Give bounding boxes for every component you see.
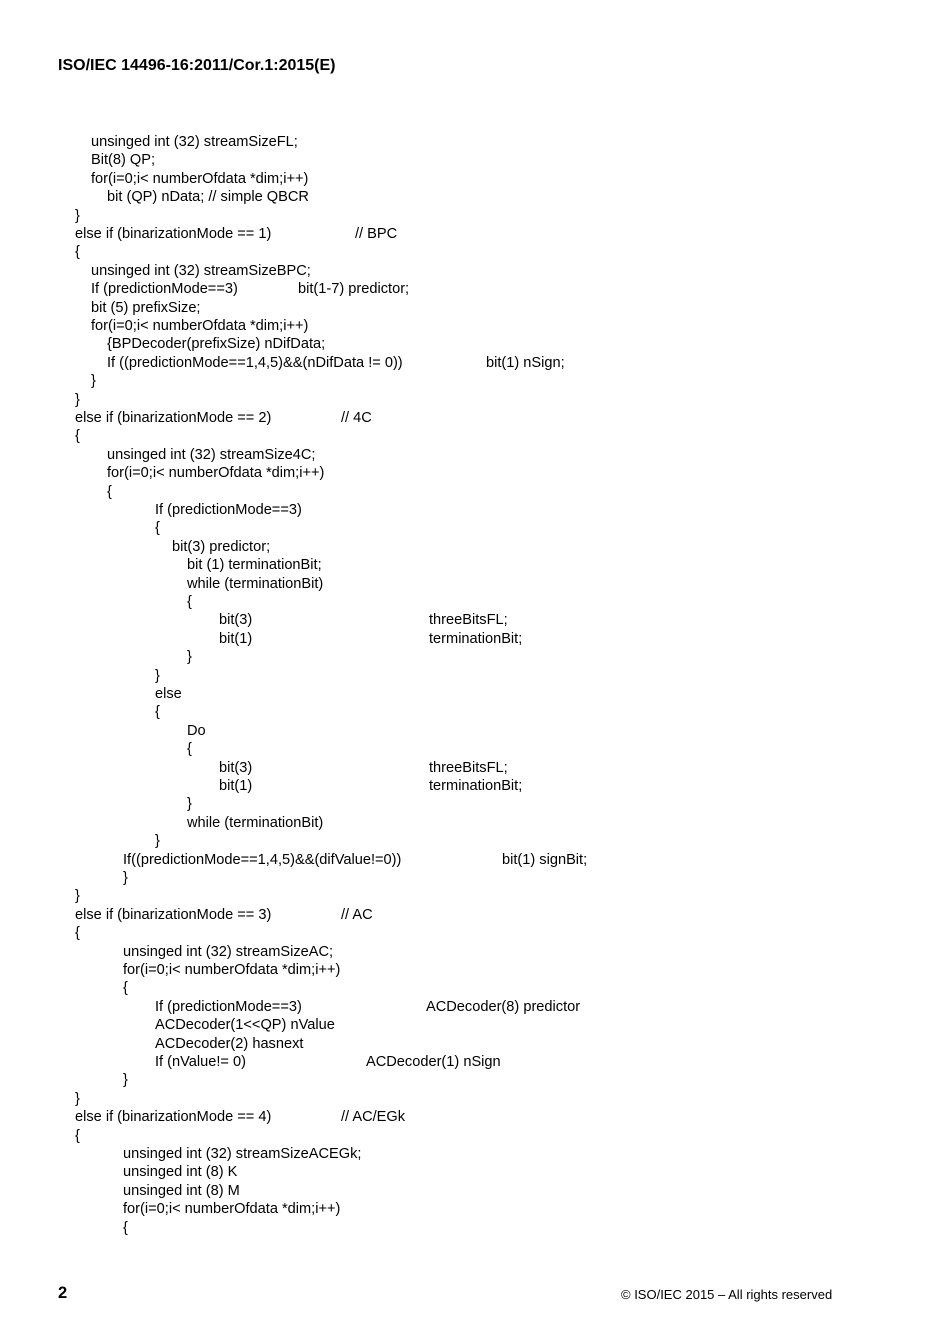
code-line [75, 887, 80, 905]
code-statement: while (terminationBit) [187, 575, 324, 592]
code-statement: If (nValue!= 0) [155, 1054, 246, 1070]
code-statement: unsinged int (8) M [123, 1182, 240, 1199]
code-line [155, 1016, 335, 1034]
code-line [155, 501, 302, 519]
code-statement: bit (5) prefixSize; [91, 299, 201, 316]
code-line [187, 795, 192, 813]
code-statement: else if (binarizationMode == 2) [75, 410, 272, 426]
code-statement: ACDecoder(2) hasnext [155, 1035, 304, 1052]
code-statement: for(i=0;i< numberOfdata *dim;i++) [123, 962, 341, 978]
code-trailing: ACDecoder(1) nSign [366, 1054, 501, 1070]
code-statement: while (terminationBit) [187, 814, 324, 831]
code-line [187, 556, 322, 574]
code-line [91, 133, 298, 151]
code-statement: { [123, 1219, 128, 1236]
code-statement: for(i=0;i< numberOfdata *dim;i++) [91, 170, 309, 187]
code-statement: If (predictionMode==3) [155, 502, 302, 518]
code-statement: If (predictionMode==3) [91, 281, 238, 298]
code-line [91, 170, 308, 188]
code-statement: { [75, 925, 80, 942]
code-statement: If (predictionMode==3) [155, 998, 302, 1015]
code-statement: } [187, 796, 192, 813]
code-statement: for(i=0;i< numberOfdata *dim;i++) [107, 465, 325, 482]
code-line [75, 409, 372, 427]
code-line [187, 814, 323, 832]
code-line [123, 943, 333, 961]
code-trailing: bit(1) signBit; [502, 851, 588, 868]
code-statement: bit(3) [219, 759, 253, 776]
code-trailing: // AC [341, 906, 373, 923]
code-trailing: // 4C [341, 410, 372, 426]
code-trailing: threeBitsFL; [429, 612, 508, 629]
code-line [123, 1145, 361, 1163]
code-line [75, 906, 373, 924]
code-line [219, 630, 523, 648]
code-line [107, 354, 565, 372]
code-line [187, 722, 206, 740]
code-line [75, 391, 80, 409]
code-trailing: // BPC [355, 226, 398, 242]
code-trailing: bit(1-7) predictor; [298, 281, 410, 298]
code-trailing: threeBitsFL; [429, 759, 508, 776]
code-statement: } [123, 1072, 128, 1089]
code-line [75, 207, 80, 225]
code-statement: { [107, 483, 112, 500]
code-line [219, 759, 508, 777]
code-statement: else if (binarizationMode == 3) [75, 906, 272, 923]
code-line [91, 262, 311, 280]
code-statement: { [155, 520, 160, 537]
code-statement: Bit(8) QP; [91, 152, 156, 169]
code-line [123, 961, 340, 979]
code-line [91, 317, 308, 335]
code-statement: {BPDecoder(prefixSize) nDifData; [107, 336, 326, 353]
code-line [107, 188, 309, 206]
code-line [123, 869, 128, 887]
code-statement: else if (binarizationMode == 1) [75, 226, 272, 242]
code-statement: unsinged int (32) streamSize4C; [107, 446, 316, 463]
code-line [155, 998, 581, 1016]
code-statement: { [75, 428, 80, 445]
code-statement: } [75, 207, 80, 224]
code-line [91, 151, 155, 169]
code-statement: { [75, 1127, 80, 1144]
code-line [155, 667, 160, 685]
code-statement: unsinged int (32) streamSizeBPC; [91, 262, 311, 279]
code-line [155, 1035, 303, 1053]
code-line [172, 538, 270, 556]
code-statement: { [187, 594, 192, 610]
code-statement: { [75, 244, 80, 261]
code-line [123, 1163, 237, 1181]
code-trailing: terminationBit; [429, 778, 523, 794]
code-statement: } [91, 373, 96, 390]
page-number: 2 [58, 1284, 68, 1302]
code-statement: unsinged int (32) streamSizeACEGk; [123, 1146, 362, 1162]
code-line [91, 280, 410, 298]
code-statement: bit (1) terminationBit; [187, 557, 322, 574]
code-line [187, 740, 192, 758]
code-line [75, 1090, 80, 1108]
code-statement: else if (binarizationMode == 4) [75, 1109, 272, 1126]
code-line [155, 519, 160, 537]
code-line [75, 225, 398, 243]
code-statement: else [155, 686, 182, 702]
code-line [123, 851, 588, 869]
syntax-code-block [75, 133, 875, 1243]
code-statement: } [187, 649, 192, 666]
code-line [123, 979, 128, 997]
code-statement: Do [187, 722, 206, 739]
code-line [75, 1127, 80, 1145]
code-line [123, 1182, 240, 1200]
code-statement: ACDecoder(1<<QP) nValue [155, 1017, 335, 1034]
code-statement: } [123, 870, 128, 886]
copyright-notice: © ISO/IEC 2015 – All rights reserved [621, 1287, 833, 1302]
code-line [75, 1108, 406, 1126]
code-statement: for(i=0;i< numberOfdata *dim;i++) [123, 1201, 341, 1218]
code-statement: unsinged int (32) streamSizeFL; [91, 134, 298, 150]
document-header: ISO/IEC 14496-16:2011/Cor.1:2015(E) [58, 57, 336, 74]
code-line [155, 1053, 501, 1071]
code-statement: } [75, 391, 80, 408]
code-statement: If ((predictionMode==1,4,5)&&(nDifData != 0)) [107, 354, 403, 371]
code-line [155, 685, 182, 703]
code-statement: unsinged int (8) K [123, 1164, 238, 1181]
code-statement: { [155, 704, 160, 721]
code-line [123, 1071, 128, 1089]
code-line [75, 243, 80, 261]
code-statement: bit (QP) nData; // simple QBCR [107, 189, 309, 206]
code-line [107, 464, 324, 482]
code-statement: } [75, 888, 80, 905]
code-line [91, 299, 201, 317]
code-line [107, 483, 112, 501]
code-trailing: terminationBit; [429, 630, 523, 647]
code-statement: bit(3) [219, 612, 253, 629]
code-statement: unsinged int (32) streamSizeAC; [123, 943, 334, 960]
code-line [107, 335, 325, 353]
code-line [123, 1200, 340, 1218]
code-line [107, 446, 315, 464]
code-statement: { [123, 980, 128, 997]
code-statement: bit(3) predictor; [172, 538, 271, 555]
code-trailing: // AC/EGk [341, 1109, 406, 1126]
code-statement: } [75, 1090, 80, 1107]
code-line [187, 593, 192, 611]
code-line [187, 648, 192, 666]
code-line [219, 611, 508, 629]
code-trailing: bit(1) nSign; [486, 354, 565, 371]
code-statement: for(i=0;i< numberOfdata *dim;i++) [91, 318, 309, 334]
code-line [155, 703, 160, 721]
code-line [219, 777, 523, 795]
code-statement: bit(1) [219, 778, 253, 794]
code-statement: } [155, 833, 160, 850]
code-line [91, 372, 96, 390]
code-statement: bit(1) [219, 630, 253, 647]
code-statement: { [187, 741, 192, 758]
code-statement: } [155, 667, 160, 684]
code-line [155, 832, 160, 850]
code-line [187, 575, 323, 593]
code-line [75, 924, 80, 942]
code-statement: If((predictionMode==1,4,5)&&(difValue!=0)) [123, 851, 402, 868]
code-line [123, 1219, 128, 1237]
code-trailing: ACDecoder(8) predictor [426, 998, 581, 1015]
code-line [75, 427, 80, 445]
